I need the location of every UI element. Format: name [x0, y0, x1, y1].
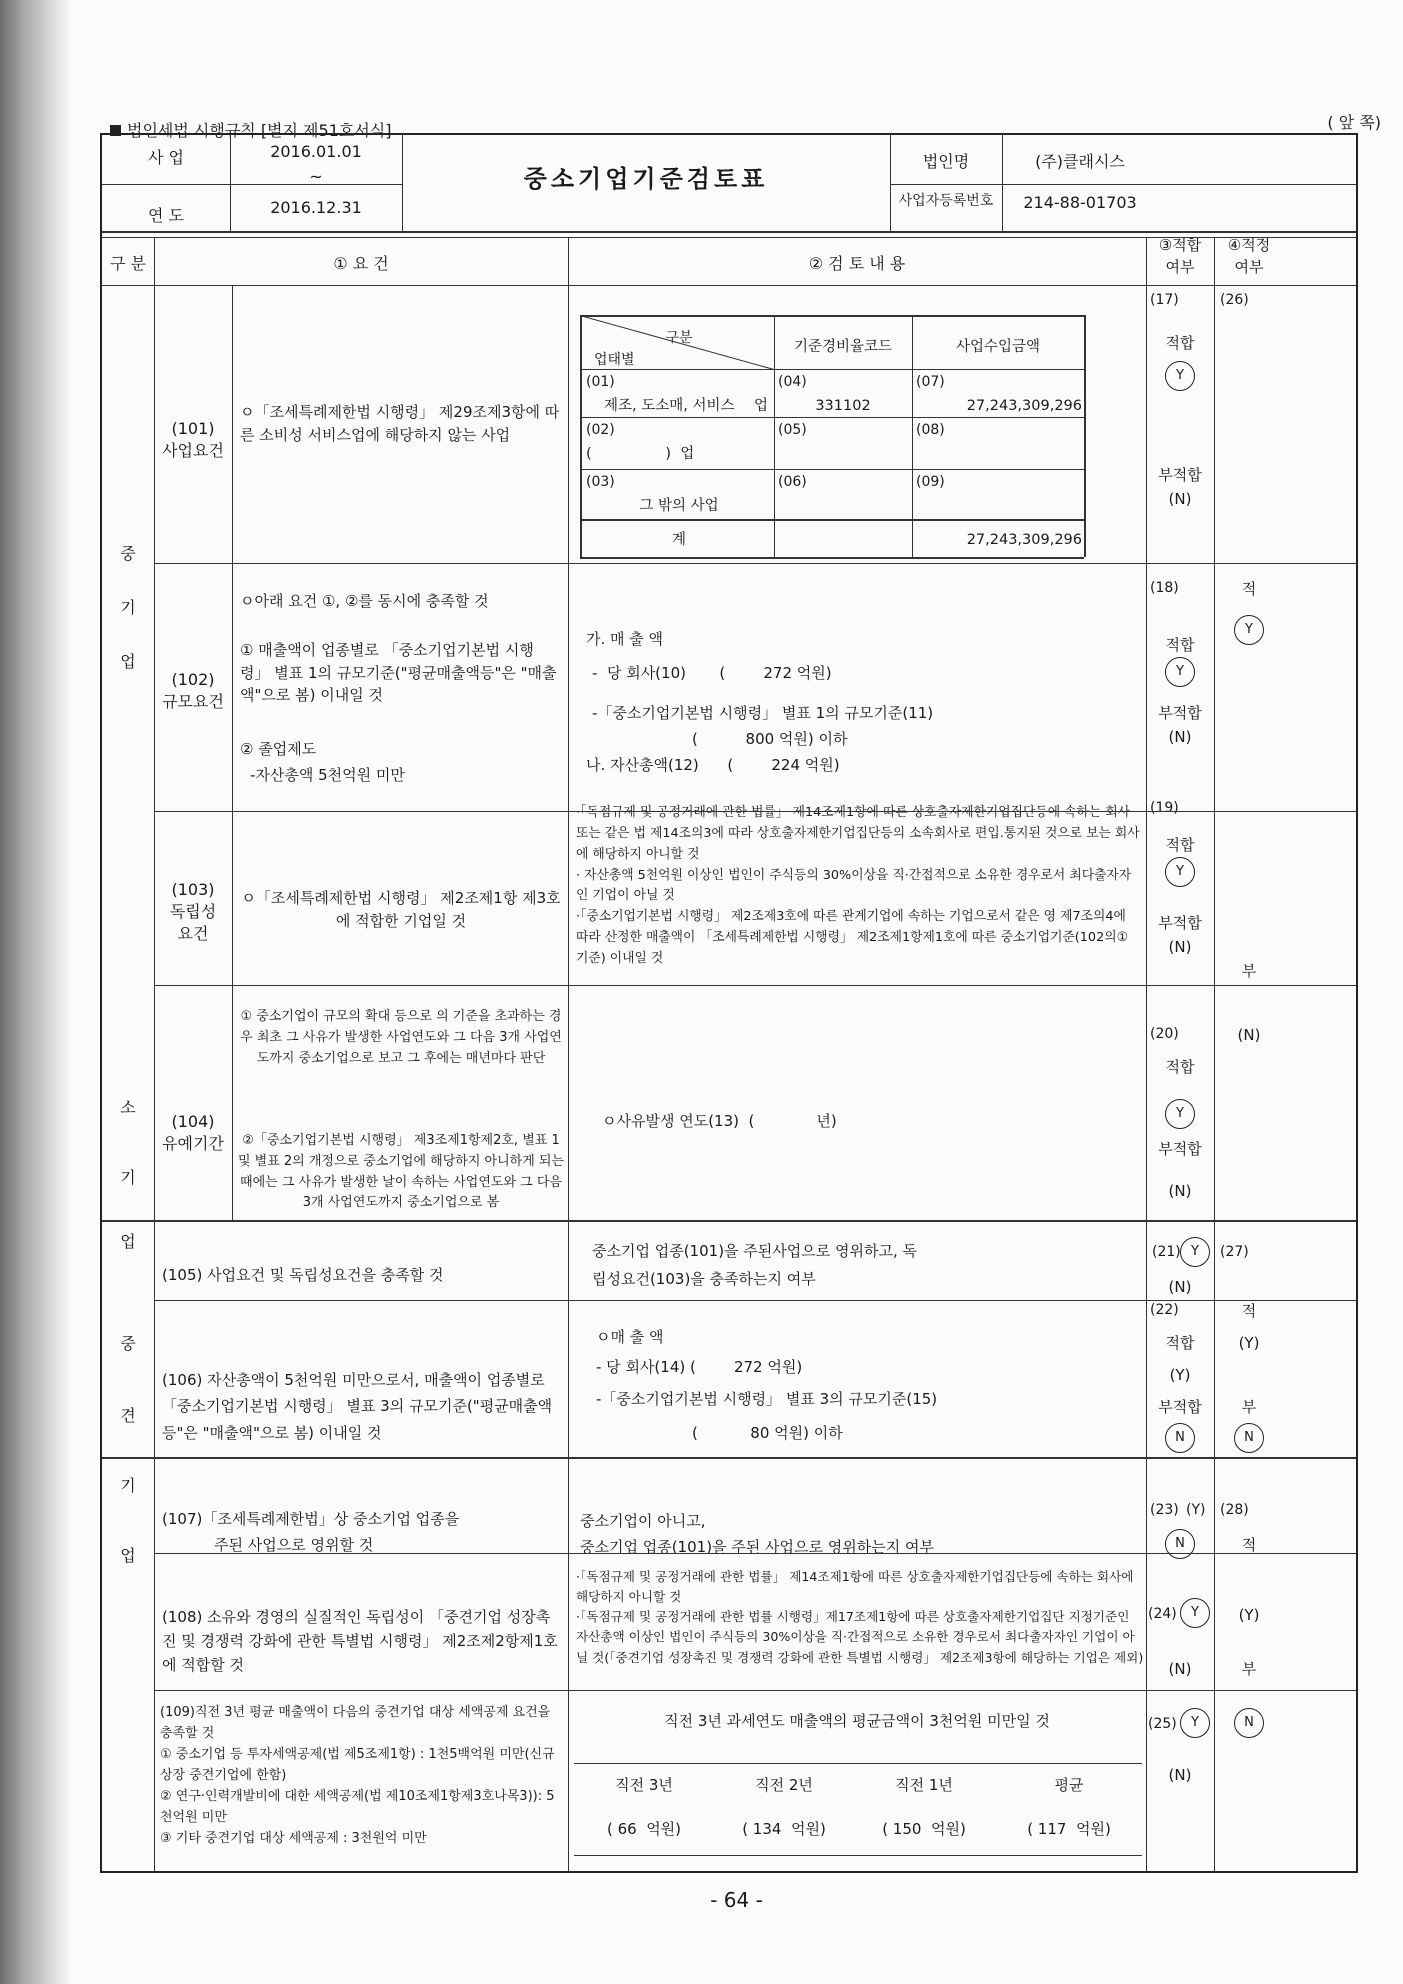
row103-review: ·「독점규제 및 공정거래에 관한 법률」 제14조제1항에 따른 상호출자제한기업집단등에 속하는 회사 또는 같은 법 제14조의3에 따라 상호출자제한기업집단등의 소속회사로 편입.통지된 것으로 보는 회사에 해당하지 아니할 것 · 자산총액 5천억원 이상인 법인이 주식등의 30%이상을 직·간접적으로 소유한 경우로서 최다출자자인 기업이 아닐 것 ·「중소기업기본법 시행령」 제2조제3호에 따른 관계기업에 속하는 기업으로서 같은 영 제7조의4에 따라 산정한 매출액이 「조세특례제한법 시행령」 제2조제1항제1호에 따른 중소기업기준(102의① 기준) 이내일 것: [576, 805, 1140, 966]
row105-fit-n: (N): [1168, 1278, 1192, 1296]
grid-line-h: [580, 315, 1084, 317]
grid-line-v: [568, 237, 569, 1871]
section-mid-3: 기: [120, 1476, 136, 1495]
row109-final-mark: N: [1234, 1708, 1264, 1738]
row109-req-2: ① 중소기업 등 투자세액공제(법 제5조제1항) : 1천5백억원 미만(신규상장 중견기업에 한함): [160, 1747, 555, 1783]
row102-rev-5: 나. 자산총액(12) ( 224 억원): [586, 756, 840, 774]
row101-fit-mark: Y: [1165, 361, 1195, 391]
grid-line-h: [102, 285, 1356, 286]
biz-table-biz: 업태별: [594, 352, 635, 368]
row106-final-y: (Y): [1238, 1334, 1260, 1352]
row102-fit-nolabel: 부적합: [1158, 704, 1202, 722]
biz-r1-no: (01): [586, 374, 615, 390]
row107-fit-y: (Y): [1186, 1502, 1206, 1518]
section-mid-4: 업: [120, 1546, 136, 1565]
row109-fit-no: (25): [1148, 1716, 1177, 1732]
row107-final-no: (28): [1220, 1502, 1249, 1518]
grid-line-h: [102, 184, 402, 185]
row105-rev-1: 중소기업 업종(101)을 주된사업으로 영위하고, 독: [592, 1242, 917, 1260]
row103-fit-no: (19): [1150, 800, 1179, 816]
row103-fit-nolabel: 부적합: [1158, 914, 1202, 932]
grid-line-h: [154, 1553, 1356, 1554]
row102-rev-4: ( 800 억원) 이하: [692, 730, 848, 748]
section-mid-1: 중: [120, 1334, 136, 1353]
grid-line-v: [912, 315, 913, 557]
row103-name-1: 독립성: [169, 902, 217, 921]
row103-fit-mark: Y: [1165, 857, 1195, 887]
row102-final-label: 적: [1241, 580, 1257, 598]
biz-table-h-amount: 사업수입금액: [955, 339, 1041, 355]
row108-fit-n: (N): [1168, 1660, 1192, 1678]
biz-r1-code: 331102: [815, 398, 871, 414]
grid-line-h: [154, 1300, 1356, 1301]
section-small-1: 소: [120, 1098, 136, 1117]
row103-fit-yes: 적합: [1165, 836, 1195, 854]
biz-r1-name: 제조, 도소매, 서비스: [604, 398, 735, 414]
row102-rev-2: - 당 회사(10) ( 272 억원): [592, 664, 832, 682]
review-table: [100, 133, 1358, 1873]
row108-fit-mark-wrap: [1180, 1598, 1210, 1628]
row107-req-2: 주된 사업으로 영위할 것: [214, 1536, 374, 1554]
row104-fit-n: (N): [1168, 1182, 1192, 1200]
row109-fit-mark: Y: [1180, 1708, 1210, 1738]
row106-fit-nolabel: 부적합: [1158, 1398, 1202, 1416]
corp-name: (주)클래시스: [1035, 152, 1125, 171]
biz-r3-no: (03): [586, 474, 615, 490]
row106-fit-mark: N: [1165, 1423, 1195, 1453]
row101-fit-n: (N): [1168, 490, 1192, 508]
row109-req-4: ③ 기타 중견기업 대상 세액공제 : 3천원억 미만: [160, 1831, 427, 1846]
row109-req-1: (109)직전 3년 평균 매출액이 다음의 중견기업 대상 세액공제 요건을 충족할 것: [160, 1705, 551, 1741]
grid-line-h: [580, 369, 1084, 370]
row102-rev-1: 가. 매 출 액: [586, 630, 664, 648]
col-review: ② 검 토 내 용: [808, 254, 906, 273]
row107-req-1: (107)「조세특례제한법」상 중소기업 업종을: [162, 1510, 460, 1528]
row108-fit-mark: Y: [1180, 1598, 1210, 1628]
row104-fit-no: (20): [1150, 1026, 1179, 1042]
biz-r2-name: ( ) 업: [586, 446, 695, 462]
row102-fit-yes: 적합: [1165, 636, 1195, 654]
row103-code: (103): [171, 880, 215, 899]
row104-final-n: (N): [1237, 1026, 1261, 1044]
biz-r2-codeno: (05): [778, 422, 807, 438]
row109-v3: ( 150 억원): [882, 1820, 966, 1838]
form-reference: 법인세법 시행규칙 [별지 제51호서식]: [110, 118, 392, 141]
row104-fit-mark: Y: [1165, 1099, 1195, 1129]
row106-rev-4: ( 80 억원) 이하: [692, 1424, 843, 1442]
biz-total-amount: 27,243,309,296: [966, 532, 1082, 548]
row104-review: ㅇ사유발생 연도(13) ( 년): [602, 1112, 837, 1130]
grid-line-v: [1214, 237, 1215, 1871]
row105-final-no: (27): [1220, 1244, 1249, 1260]
row109-rev-title: 직전 3년 과세연도 매출액의 평균금액이 3천억원 미만일 것: [664, 1712, 1050, 1730]
row103-name-2: 요건: [177, 924, 209, 943]
col-category: 구 분: [110, 254, 146, 273]
row102-name: 규모요건: [162, 692, 224, 711]
row104-fit-mark-wrap: [1146, 1099, 1214, 1129]
reg-no-label: 사업자등록번호: [898, 193, 994, 209]
grid-line-h: [154, 985, 1356, 986]
col-fit-2: 여부: [1165, 258, 1195, 276]
row106-fit-yes: 적합: [1165, 1334, 1195, 1352]
row101-name: 사업요건: [162, 441, 224, 460]
row101-fit-yes: 적합: [1165, 334, 1195, 352]
grid-line-v: [1146, 237, 1147, 1871]
grid-line-v: [580, 315, 582, 557]
row106-rev-1: ㅇ매 출 액: [596, 1328, 664, 1346]
row102-fit-n: (N): [1168, 728, 1192, 746]
page-number: - 64 -: [710, 1888, 763, 1912]
biz-r1-amount: 27,243,309,296: [966, 398, 1082, 414]
form-page: [70, 0, 1403, 1984]
row106-fit-no: (22): [1150, 1302, 1179, 1318]
row105-requirement: (105) 사업요건 및 독립성요건을 충족할 것: [162, 1266, 444, 1284]
section-sme-1: 중: [120, 544, 136, 563]
row107-fit-mark: N: [1165, 1529, 1195, 1559]
section-sme-3: 업: [120, 652, 136, 671]
grid-line-v: [1084, 315, 1086, 557]
grid-line-h: [154, 811, 1356, 812]
row109-fit-mark-wrap: [1180, 1708, 1210, 1738]
grid-line-h: [102, 1220, 1356, 1222]
biz-r1-codeno: (04): [778, 374, 807, 390]
row102-req-3: -자산총액 5천억원 미만: [250, 766, 405, 784]
row104-name: 유예기간: [162, 1134, 224, 1153]
row107-fit-mark-wrap: [1146, 1529, 1214, 1559]
col-final-2: 여부: [1234, 258, 1264, 276]
row105-fit-mark-wrap: [1180, 1237, 1210, 1267]
row109-h3: 직전 1년: [895, 1776, 953, 1794]
row104-fit-yes: 적합: [1165, 1058, 1195, 1076]
biz-r3-name: 그 밖의 사업: [639, 498, 719, 514]
biz-total-label: 계: [671, 532, 686, 548]
row109-h1: 직전 3년: [615, 1776, 673, 1794]
year-tilde: ~: [309, 167, 323, 186]
grid-line-h: [154, 563, 1356, 564]
row105-rev-2: 립성요건(103)을 충족하는지 여부: [592, 1270, 816, 1288]
row102-final-mark-wrap: [1214, 615, 1284, 645]
reg-no: 214-88-01703: [1023, 193, 1137, 212]
col-final-1: ④적정: [1227, 236, 1271, 254]
biz-table-gubun: 구분: [665, 330, 693, 346]
grid-line-h: [574, 1855, 1142, 1856]
corp-name-label: 법인명: [922, 152, 970, 171]
row101-fit-nolabel: 부적합: [1158, 466, 1202, 484]
row106-final-label: 적: [1241, 1302, 1257, 1320]
row103-final-label: 부: [1241, 962, 1257, 980]
row105-fit-mark: Y: [1180, 1237, 1210, 1267]
row101-requirement: ㅇ「조세특례제한법 시행령」 제29조제3항에 따른 소비성 서비스업에 해당하지 않는 사업: [240, 403, 560, 445]
row102-code: (102): [171, 670, 215, 689]
grid-line-h: [580, 469, 1084, 470]
row102-rev-3: -「중소기업기본법 시행령」 별표 1의 규모기준(11): [592, 704, 934, 722]
grid-line-v: [774, 315, 775, 557]
row108-final-y: (Y): [1238, 1606, 1260, 1624]
row109-req-3: ② 연구·인력개발비에 대한 세액공제(법 제10조제1항제3호나목3)): 5천억원 미만: [160, 1789, 555, 1825]
row109-v4: ( 117 억원): [1027, 1820, 1111, 1838]
row106-final-mark-wrap: [1214, 1423, 1284, 1453]
row101-code: (101): [171, 419, 215, 438]
row105-fit-no: (21): [1152, 1244, 1181, 1260]
year-label-1: 사 업: [148, 148, 184, 167]
row109-final-mark-wrap: [1214, 1708, 1284, 1738]
biz-r3-codeno: (06): [778, 474, 807, 490]
row108-requirement: (108) 소유와 경영의 실질적인 독립성이 「중견기업 성장촉진 및 경쟁력 강화에 관한 특별법 시행령」 제2조제2항제1호에 적합할 것: [162, 1608, 558, 1674]
row107-rev-1: 중소기업이 아니고,: [580, 1512, 706, 1530]
grid-line-v: [154, 237, 155, 1871]
page-title: 중소기업기준검토표: [523, 165, 769, 193]
page-side-label: ( 앞 쪽): [1327, 113, 1381, 132]
row101-final-no: (26): [1220, 292, 1249, 308]
row108-final-nolabel: 부: [1241, 1660, 1257, 1678]
row102-fit-no: (18): [1150, 580, 1179, 596]
row106-final-mark: N: [1234, 1423, 1264, 1453]
grid-line-h: [890, 184, 1356, 185]
row109-h2: 직전 2년: [755, 1776, 813, 1794]
row103-fit-n: (N): [1168, 938, 1192, 956]
grid-line-h: [102, 231, 1356, 233]
row102-fit-mark-wrap: [1146, 657, 1214, 687]
row106-requirement: (106) 자산총액이 5천억원 미만으로서, 매출액이 업종별로 「중소기업기본법 시행령」 별표 3의 규모기준("평균매출액등"은 "매출액"으로 봄) 이내일 것: [162, 1371, 553, 1442]
row102-fit-mark: Y: [1165, 657, 1195, 687]
row106-fit-mark-wrap: [1146, 1423, 1214, 1453]
section-sme-2: 기: [120, 598, 136, 617]
row104-req-1: ① 중소기업이 규모의 확대 등으로 의 기준을 초과하는 경우 최초 그 사유가 발생한 사업연도와 그 다음 3개 사업연도까지 중소기업으로 보고 그 후에는 매년마다 판단: [240, 1009, 562, 1066]
row102-req-1: ① 매출액이 업종별로 「중소기업기본법 시행령」 별표 1의 규모기준("평균매출액등"은 "매출액"으로 봄) 이내일 것: [240, 641, 557, 704]
biz-r3-amtno: (09): [916, 474, 945, 490]
row107-fit-no: (23): [1150, 1502, 1179, 1518]
book-spine: [0, 0, 70, 1984]
grid-line-h: [580, 519, 1084, 521]
grid-line-h: [154, 1690, 1356, 1691]
row104-fit-nolabel: 부적합: [1158, 1140, 1202, 1158]
row106-rev-3: -「중소기업기본법 시행령」 별표 3의 규모기준(15): [596, 1390, 938, 1408]
row107-rev-2: 중소기업 업종(101)을 주된 사업으로 영위하는지 여부: [580, 1538, 934, 1556]
biz-r1-amtno: (07): [916, 374, 945, 390]
grid-line-h: [574, 1763, 1142, 1764]
row104-code: (104): [171, 1112, 215, 1131]
grid-line-h: [580, 557, 1084, 559]
row102-req-2: ② 졸업제도: [240, 740, 317, 758]
biz-r2-no: (02): [586, 422, 615, 438]
row109-fit-n: (N): [1168, 1766, 1192, 1784]
row109-h4: 평균: [1054, 1776, 1084, 1794]
row101-fit-no: (17): [1150, 292, 1179, 308]
year-label-2: 연 도: [148, 206, 184, 225]
row101-fit-mark-wrap: [1146, 361, 1214, 391]
grid-line-h: [580, 417, 1084, 418]
col-requirement: ① 요 건: [333, 254, 389, 273]
row103-requirement: ㅇ「조세특례제한법 시행령」 제2조제1항 제3호에 적합한 기업일 것: [241, 889, 561, 931]
year-start: 2016.01.01: [270, 142, 362, 161]
row108-fit-no: (24): [1148, 1606, 1177, 1622]
row106-final-nolabel: 부: [1241, 1398, 1257, 1416]
row102-req-0: ㅇ아래 요건 ①, ②를 동시에 충족할 것: [240, 592, 489, 610]
section-mid-2: 견: [120, 1406, 136, 1425]
row103-fit-mark-wrap: [1146, 857, 1214, 887]
row108-review: ·「독점규제 및 공정거래에 관한 법률」 제14조제1항에 따른 상호출자제한기업집단등에 속하는 회사에 해당하지 아니할 것 ·「독점규제 및 공정거래에 관한 법률 시행령」제17조제1항에 따른 상호출자제한기업집단 지정기준인 자산총액 이상인 법인이 주식등의 30%이상을 직·간접적으로 소유한 경우로서 최다출자자인 기업이 아닐 것(「중견기업 성장촉진 및 경쟁력 강화에 관한 특별법 시행령」 제2조제3항에 해당하는 기업은 제외): [576, 1569, 1144, 1665]
biz-r2-amtno: (08): [916, 422, 945, 438]
grid-line-h: [102, 237, 1356, 238]
row107-final-label: 적: [1241, 1536, 1257, 1554]
grid-line-h: [102, 1457, 1356, 1459]
year-end: 2016.12.31: [270, 198, 362, 217]
biz-r1-suffix: 업: [754, 398, 769, 414]
section-small-3: 업: [120, 1232, 136, 1251]
grid-line-v: [402, 135, 403, 233]
grid-line-v: [232, 285, 233, 1220]
row106-fit-y: (Y): [1169, 1366, 1191, 1384]
section-small-2: 기: [120, 1168, 136, 1187]
row109-v2: ( 134 억원): [742, 1820, 826, 1838]
col-fit-1: ③적합: [1158, 236, 1202, 254]
row106-rev-2: - 당 회사(14) ( 272 억원): [596, 1358, 803, 1376]
biz-table-h-code: 기준경비율코드: [793, 339, 893, 355]
row104-req-2: ②「중소기업기본법 시행령」 제3조제1항제2호, 별표 1 및 별표 2의 개정으로 중소기업에 해당하지 아니하게 되는 때에는 그 사유가 발생한 날이 속하는 사업연도와 그 다음 3개 사업연도까지 중소기업으로 봄: [237, 1133, 565, 1211]
row102-final-mark: Y: [1234, 615, 1264, 645]
row109-v1: ( 66 억원): [606, 1820, 682, 1838]
